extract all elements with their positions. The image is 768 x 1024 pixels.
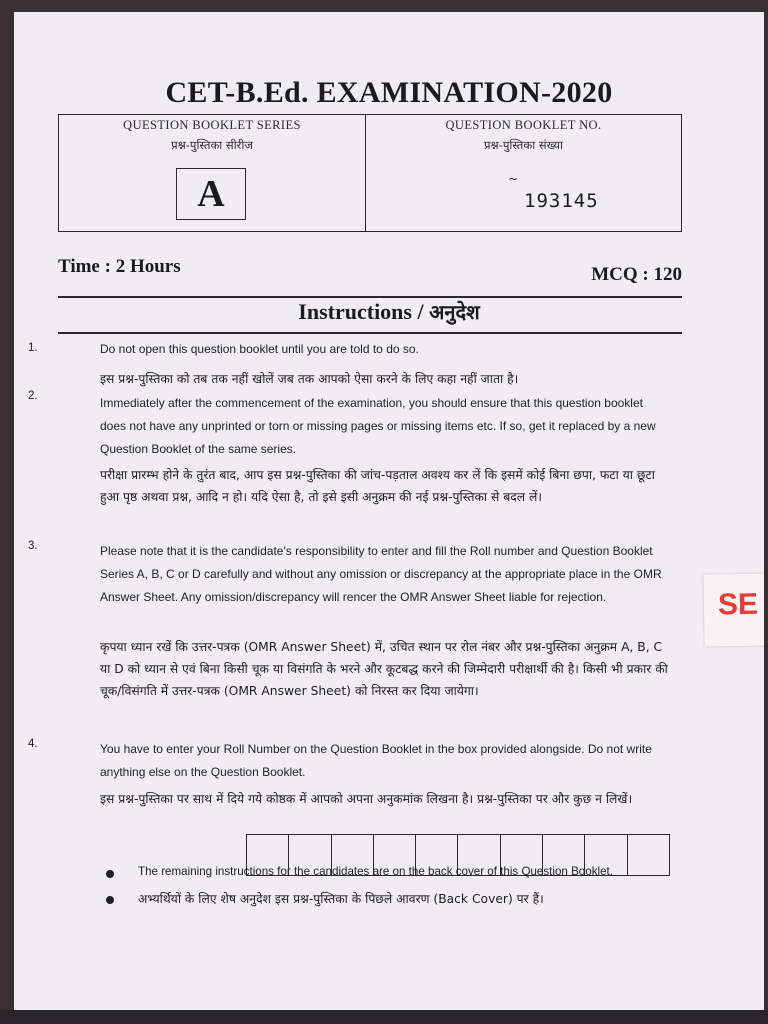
instructions-rule: [58, 332, 682, 334]
bullet-icon: [106, 896, 114, 904]
booklet-number: 193145: [524, 190, 599, 212]
booklet-number-label-hindi: प्रश्न-पुस्तिका संख्या: [484, 138, 563, 152]
sticker-text: SE: [717, 587, 759, 622]
item-text-en: Do not open this question booklet until you are told to do so.: [100, 342, 419, 356]
remaining-instructions-hi: अभ्यर्थियों के लिए शेष अनुदेश इस प्रश्न-पुस्तिका के पिछले आवरण (Back Cover) पर हैं।: [138, 892, 544, 906]
item-number: 1.: [28, 342, 38, 354]
item-text-en: You have to enter your Roll Number on the Question Booklet in the box provided alongside. Do not write anything else on the Question Booklet.: [100, 742, 652, 779]
item-text-hi: इस प्रश्न-पुस्तिका को तब तक नहीं खोलें जब तक आपको ऐसा करने के लिए कहा नहीं जाता है।: [100, 372, 519, 386]
item-text-hi: कृपया ध्यान रखें कि उत्तर-पत्रक (OMR Answer Sheet) में, उचित स्थान पर रोल नंबर और प्रश्न-पुस्तिका अनुक्रम A, B, C या D को ध्यान से एवं बिना किसी चूक या विसंगति के भरने और कूटबद्ध करने की जिम्मेदारी परीक्षार्थी की है। किसी भी प्रकार की चूक/विसंगति में उत्तर-पत्रक (OMR Answer Sheet) को निरस्त कर दिया जायेगा।: [100, 640, 668, 698]
series-label: QUESTION BOOKLET SERIES: [123, 118, 301, 132]
booklet-info-box: [58, 114, 682, 232]
item-text-hi: इस प्रश्न-पुस्तिका पर साथ में दिये गये कोष्ठक में आपको अपना अनुकमांक लिखना है। प्रश्न-पुस्तिका पर और कुछ न लिखें।: [100, 792, 633, 806]
seal-sticker: [703, 573, 764, 646]
instructions-heading-en: Instructions /: [298, 299, 424, 324]
item-number: 4.: [28, 738, 38, 750]
instructions-heading: [14, 298, 764, 325]
item-number: 3.: [28, 540, 38, 552]
item-number: 2.: [28, 390, 38, 402]
item-text-hi: परीक्षा प्रारम्भ होने के तुरंत बाद, आप इस प्रश्न-पुस्तिका की जांच-पड़ताल अवश्य कर लें कि इसमें कोई बिना छपा, फटा या छूटा हुआ पृष्ठ अथवा प्रश्न, आदि न हो। यदि ऐसा है, तो इसे इसी अनुक्रम की नई प्रश्न-पुस्तिका से बदल लें।: [100, 468, 655, 504]
scan-border: [0, 1010, 768, 1024]
remaining-instructions-en: The remaining instructions for the candidates are on the back cover of this Question Booklet.: [138, 865, 613, 878]
instructions-heading-hi: अनुदेश: [429, 300, 480, 324]
item-text-en: Immediately after the commencement of the examination, you should ensure that this question booklet does not have any unprinted or torn or missing pages or missing items etc. If so, get it replaced by a new Question Booklet of the same series.: [100, 396, 656, 456]
booklet-number-label: QUESTION BOOKLET NO.: [445, 118, 602, 132]
booklet-number-cell: [366, 115, 681, 231]
exam-time: Time : 2 Hours: [58, 256, 181, 277]
item-text-en: Please note that it is the candidate's responsibility to enter and fill the Roll number and Question Booklet Series A, B, C or D carefully and without any omission or discrepancy at the appropriate place in the OMR Answer Sheet. Any omission/discrepancy will rencer the OMR Answer Sheet liable for rejection.: [100, 544, 662, 604]
mcq-count: MCQ : 120: [591, 264, 682, 285]
pen-mark-icon: ~: [508, 172, 519, 186]
exam-booklet-page: [14, 12, 764, 1010]
bullet-icon: [106, 870, 114, 878]
series-letter-box: A: [176, 168, 246, 220]
exam-title: CET-B.Ed. EXAMINATION-2020: [165, 76, 613, 109]
series-label-hindi: प्रश्न-पुस्तिका सीरीज: [171, 138, 253, 152]
